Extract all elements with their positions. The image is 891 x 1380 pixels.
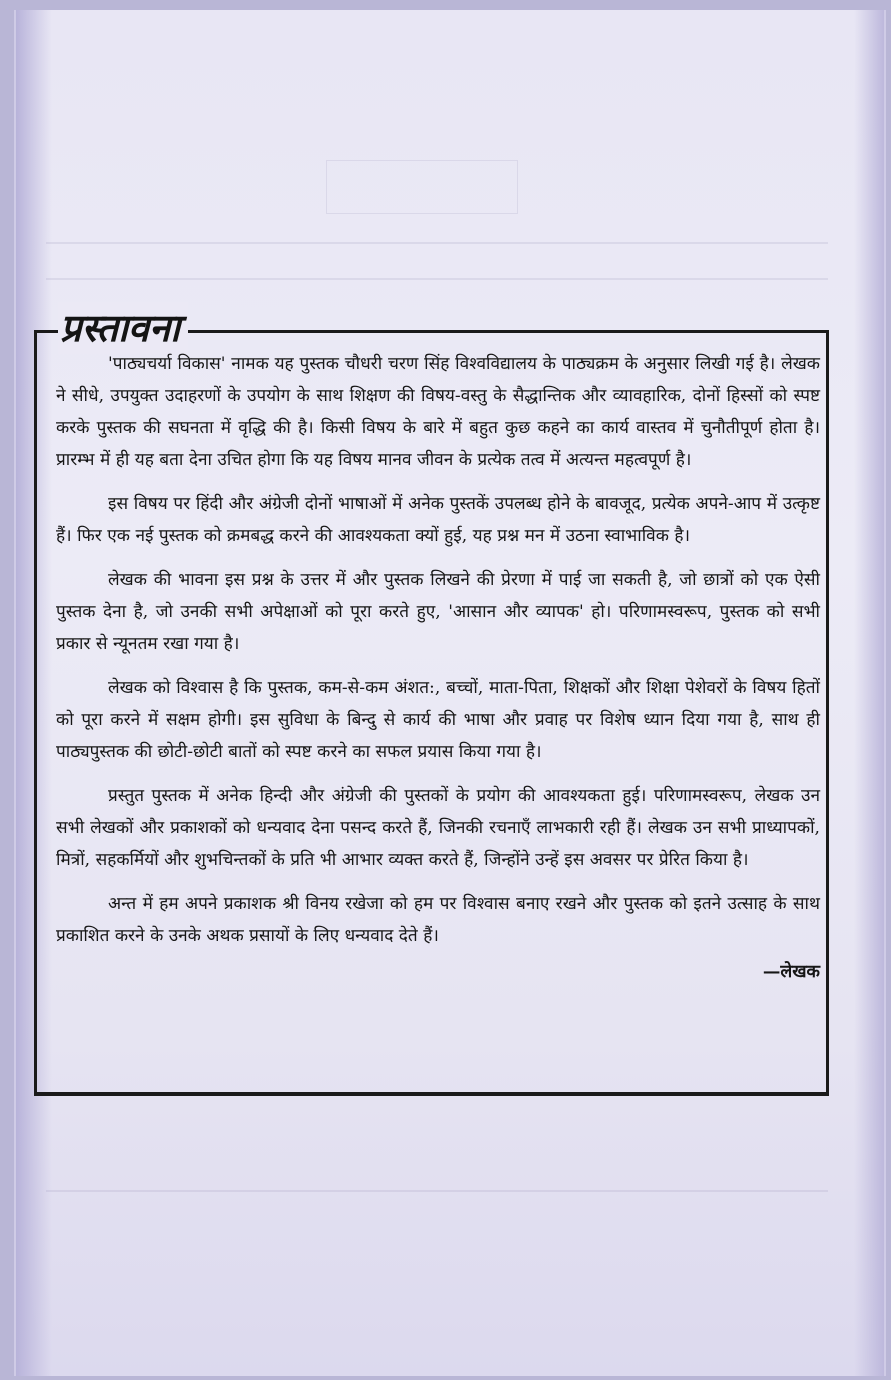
preface-paragraph-2: इस विषय पर हिंदी और अंग्रेजी दोनों भाषाओं में अनेक पुस्तकें उपलब्ध होने के बावजूद, प्रत्येक अपने-आप में उत्कृष्ट हैं। फिर एक नई पुस्तक को क्रमबद्ध करने की आवश्यकता क्यों हुई, यह प्रश्न मन में उठना स्वाभाविक है। [56, 494, 820, 546]
preface-paragraph-3: लेखक की भावना इस प्रश्न के उत्तर में और पुस्तक लिखने की प्रेरणा में पाई जा सकती है, जो छात्रों को एक ऐसी पुस्तक देना है, जो उनकी सभी अपेक्षाओं को पूरा करते हुए, 'आसान और व्यापक' हो। परिणामस्वरूप, पुस्तक को सभी प्रकार से न्यूनतम रखा गया है। [56, 570, 820, 654]
show-through-rule [46, 278, 828, 280]
preface-paragraph-4: लेखक को विश्वास है कि पुस्तक, कम-से-कम अंशत:, बच्चों, माता-पिता, शिक्षकों और शिक्षा पेशेवरों के विषय हितों को पूरा करने में सक्षम होगी। इस सुविधा के बिन्दु से कार्य की भाषा और प्रवाह पर विशेष ध्यान दिया गया है, साथ ही पाठ्यपुस्तक की छोटी-छोटी बातों को स्पष्ट करने का सफल प्रयास किया गया है। [56, 678, 820, 762]
author-signature: —लेखक [762, 962, 820, 982]
show-through-box [326, 160, 518, 214]
show-through-rule [46, 1190, 828, 1192]
page-edge-shadow-right [854, 10, 884, 1376]
preface-body [56, 348, 820, 988]
preface-paragraph-6: अन्त में हम अपने प्रकाशक श्री विनय रखेजा को हम पर विश्वास बनाए रखने और पुस्तक को इतने उत्साह के साथ प्रकाशित करने के उनके अथक प्रसायों के लिए धन्यवाद देते हैं। [56, 894, 820, 946]
page-title: प्रस्तावना [58, 302, 188, 354]
preface-paragraph-5: प्रस्तुत पुस्तक में अनेक हिन्दी और अंग्रेजी की पुस्तकों के प्रयोग की आवश्यकता हुई। परिणामस्वरूप, लेखक उन सभी लेखकों और प्रकाशकों को धन्यवाद देना पसन्द करते हैं, जिनकी रचनाएँ लाभकारी रही हैं। लेखक उन सभी प्राध्यापकों, मित्रों, सहकर्मियों और शुभचिन्तकों के प्रति भी आभार व्यक्त करते हैं, जिन्होंने उन्हें इस अवसर पर प्रेरित किया है। [56, 786, 820, 870]
preface-paragraph-1: 'पाठ्यचर्या विकास' नामक यह पुस्तक चौधरी चरण सिंह विश्वविद्यालय के पाठ्यक्रम के अनुसार लिखी गई है। लेखक ने सीधे, उपयुक्त उदाहरणों के उपयोग के साथ शिक्षण की विषय-वस्तु के सैद्धान्तिक और व्यावहारिक, दोनों हिस्सों को स्पष्ट करके पुस्तक की सघनता में वृद्धि की है। किसी विषय के बारे में बहुत कुछ कहने का कार्य वास्तव में चुनौतीपूर्ण होता है। प्रारम्भ में ही यह बता देना उचित होगा कि यह विषय मानव जीवन के प्रत्येक तत्व में अत्यन्त महत्वपूर्ण है। [56, 354, 820, 470]
show-through-rule [46, 242, 828, 244]
